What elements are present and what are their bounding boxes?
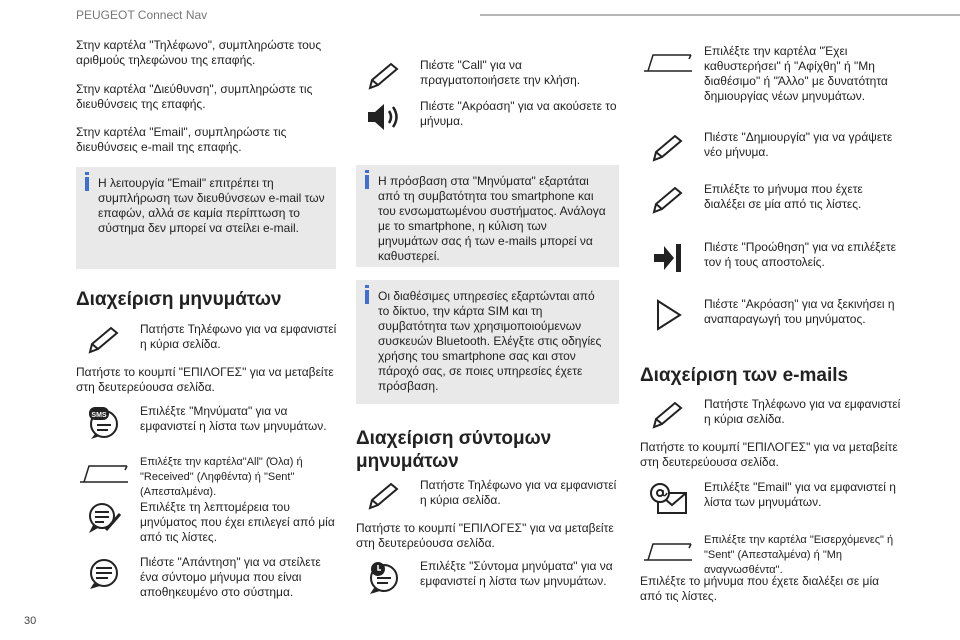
col1-info-note	[76, 167, 336, 269]
col1-step-5	[76, 555, 340, 600]
pencil-icon	[356, 478, 412, 514]
col3-step-6	[640, 397, 904, 433]
quick-message-icon	[356, 559, 412, 595]
col2-paragraph-1: Πατήστε το κουμπί "ΕΠΙΛΟΓΕΣ" για να μεταβείτε στη δευτερεύουσα σελίδα.	[356, 521, 614, 550]
pencil-icon	[640, 130, 696, 166]
col1-step-2	[76, 404, 340, 440]
col1-step-4	[76, 500, 340, 545]
col1-paragraph-4: Πατήστε το κουμπί "ΕΠΙΛΟΓΕΣ" για να μεταβείτε στη δευτερεύουσα σελίδα.	[76, 365, 334, 394]
message-detail-icon	[76, 500, 132, 536]
col2-note-2-text: Οι διαθέσιμες υπηρεσίες εξαρτώνται από το δίκτυο, την κάρτα SIM και τη συμβατότητα των χρησιμοποιούμενων συσκευών Bluetooth. Ελέγξτε στις οδηγίες χρήσης του smartphone σας και στον πάροχό σας, σε ποιες υπηρεσίες έχετε πρόσβαση.	[378, 289, 602, 393]
page-number: 30	[24, 615, 37, 627]
info-icon	[85, 177, 89, 191]
info-icon	[365, 175, 369, 189]
col3-paragraph-1: Πατήστε το κουμπί "ΕΠΙΛΟΓΕΣ" για να μεταβείτε στη δευτερεύουσα σελίδα.	[640, 440, 898, 469]
col1-step-1-text: Πατήστε Τηλέφωνο για να εμφανιστεί η κύρια σελίδα.	[140, 322, 337, 351]
col2-heading-line-2: μηνυμάτων	[356, 451, 459, 472]
col1-note-text: Η λειτουργία "Email" επιτρέπει τη συμπλήρωση των διευθύνσεων e-mail των επαφών, αλλά σε καμία περίπτωση το σύστημα δεν μπορεί να στείλει e-mail.	[98, 176, 325, 235]
col3-step-4	[640, 240, 904, 276]
col2-step-2-text: Πιέστε "Ακρόαση" για να ακούσετε το μήνυμα.	[420, 99, 617, 128]
speaker-icon	[356, 99, 412, 135]
col1-paragraph-3: Στην καρτέλα "Email", συμπληρώστε τις διευθύνσεις e-mail της επαφής.	[76, 125, 287, 154]
col1-heading: Διαχείριση μηνυμάτων	[76, 289, 282, 310]
col3-step-2	[640, 130, 904, 166]
pencil-icon	[356, 58, 412, 94]
col3-step-5	[640, 297, 904, 333]
play-icon	[640, 297, 696, 333]
reply-message-icon	[76, 555, 132, 591]
col2-step-3	[356, 478, 620, 514]
col3-step-8-text: Επιλέξτε την καρτέλα "Εισερχόμενες" ή "Sent" (Απεσταλμένα) ή "Μη αναγνωσθέντα".	[704, 534, 894, 576]
col3-step-3	[640, 182, 904, 218]
info-icon	[365, 290, 369, 304]
pencil-icon	[76, 322, 132, 358]
col2-step-1-text: Πιέστε "Call" για να πραγματοποιήσετε την κλήση.	[420, 58, 581, 87]
col2-heading-line-1: Διαχείριση σύντομων	[356, 428, 552, 449]
col2-note-1-text: Η πρόσβαση στα "Μηνύματα" εξαρτάται από τη συμβατότητα του smartphone και του ενσωματωμένου συστήματος. Ανάλογα με το smartphone, η κύλιση των μηνυμάτων σας ή των e-mails μπορεί να καθυστερεί.	[378, 174, 606, 263]
forward-icon	[640, 240, 696, 276]
col1-step-2-text: Επιλέξτε "Μηνύματα" για να εμφανιστεί η λίστα των μηνυμάτων.	[140, 404, 327, 433]
tab-icon	[640, 533, 696, 569]
header-rule	[480, 14, 960, 16]
email-icon	[640, 480, 696, 516]
col1-paragraph-2: Στην καρτέλα "Διεύθυνση", συμπληρώστε τις διευθύνσεις της επαφής.	[76, 82, 313, 111]
tab-icon	[640, 44, 696, 80]
sms-badge-label: SMS	[91, 412, 107, 419]
col1-step-1	[76, 322, 340, 358]
col2-step-2	[356, 99, 620, 135]
col2-step-1	[356, 58, 620, 94]
col2-step-4-text: Επιλέξτε "Σύντομα μηνύματα" για να εμφανιστεί η λίστα των μηνυμάτων.	[420, 559, 613, 588]
col3-step-1	[640, 44, 904, 104]
col3-paragraph-2: Επιλέξτε το μήνυμα που έχετε διαλέξει σε μία από τις λίστες.	[640, 574, 880, 603]
col3-step-1-text: Επιλέξτε την καρτέλα "Έχει καθυστερήσει" ή "Αφίχθη" ή "Μη διαθέσιμο" ή "Άλλο" με δυνατότητα δημιουργίας νέων μηνυμάτων.	[704, 44, 888, 103]
col1-step-5-text: Πιέστε "Απάντηση" για να στείλετε ένα σύντομο μήνυμα που είναι αποθηκευμένο στο σύστημα.	[140, 555, 321, 599]
col1-step-3	[76, 455, 340, 500]
tab-icon	[76, 455, 132, 491]
col1-step-3-text: Επιλέξτε την καρτέλα"All" (Όλα) ή "Received" (Ληφθέντα) ή "Sent" (Απεσταλμένα).	[140, 456, 303, 498]
col2-heading	[356, 427, 551, 473]
col1-paragraph-1: Στην καρτέλα "Τηλέφωνο", συμπληρώστε τους αριθμούς τηλεφώνου της επαφής.	[76, 38, 322, 67]
pencil-icon	[640, 397, 696, 433]
pencil-icon	[640, 182, 696, 218]
header-title: PEUGEOT Connect Nav	[76, 8, 208, 22]
col3-step-5-text: Πιέστε "Ακρόαση" για να ξεκινήσει η αναπαραγωγή του μηνύματος.	[704, 297, 895, 326]
sms-icon	[76, 404, 132, 440]
col3-step-7	[640, 480, 904, 516]
col2-step-3-text: Πατήστε Τηλέφωνο για να εμφανιστεί η κύρια σελίδα.	[420, 478, 617, 507]
col3-step-3-text: Επιλέξτε το μήνυμα που έχετε διαλέξει σε μία από τις λίστες.	[704, 182, 863, 211]
col3-step-6-text: Πατήστε Τηλέφωνο για να εμφανιστεί η κύρια σελίδα.	[704, 397, 901, 426]
col3-step-2-text: Πιέστε "Δημιουργία" για να γράψετε νέο μήνυμα.	[704, 130, 893, 159]
col2-step-4	[356, 559, 620, 595]
col1-step-4-text: Επιλέξτε τη λεπτομέρεια του μηνύματος που έχει επιλεγεί από μία από τις λίστες.	[140, 500, 335, 544]
col3-heading: Διαχείριση των e-mails	[640, 365, 849, 386]
col3-step-7-text: Επιλέξτε "Email" για να εμφανιστεί η λίστα των μηνυμάτων.	[704, 480, 896, 509]
col2-info-note-1	[356, 165, 619, 267]
col3-step-8	[640, 533, 904, 578]
col3-step-4-text: Πιέστε "Προώθηση" για να επιλέξετε τον ή τους αποστολείς.	[704, 240, 896, 269]
col2-info-note-2	[356, 280, 619, 404]
